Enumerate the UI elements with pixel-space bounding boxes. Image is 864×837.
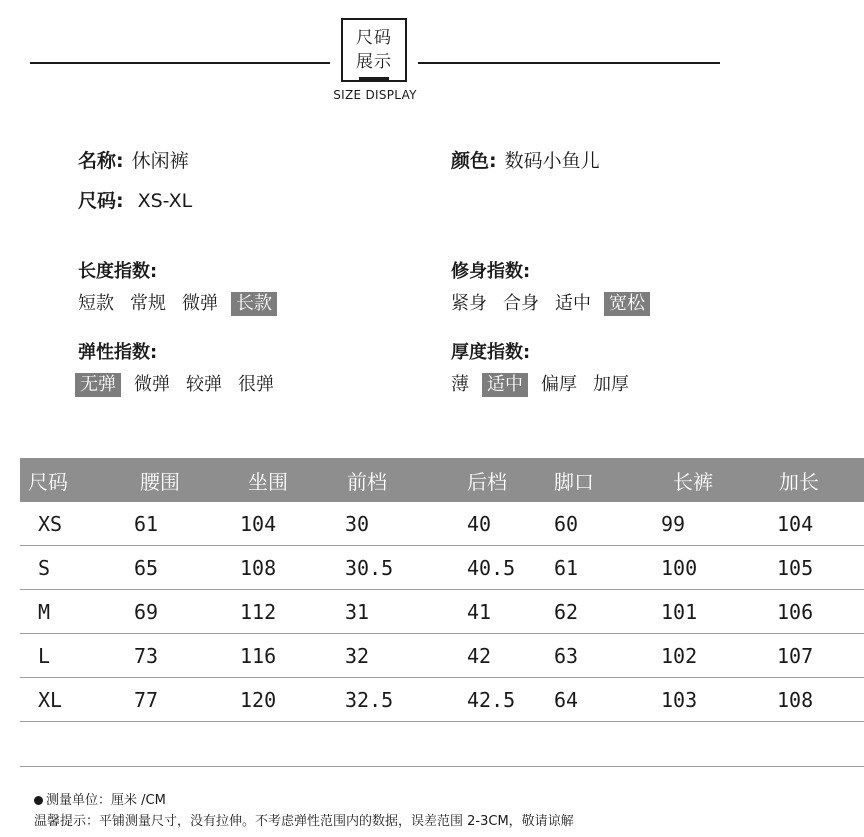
length-option-selected: 长款 [231,292,277,316]
tip-note: 温馨提示：平铺测量尺寸，没有拉伸。不考虑弹性范围内的数据，误差范围 2-3CM，敬请谅解 [34,814,574,829]
measure-cell: 99 [649,502,763,546]
thickness-option: 薄 [451,374,469,395]
header-cell: 前档 [333,458,447,502]
measurement-unit-text: 测量单位：厘米 /CM [46,793,166,808]
measure-cell: 103 [649,678,763,722]
measure-cell: 100 [649,546,763,590]
header-divider-right [418,62,720,64]
elastic-index-title: 弹性指数: [78,342,158,363]
measure-cell: 30 [333,502,447,546]
measure-cell: 32 [333,634,447,678]
section-subtitle: SIZE DISPLAY [333,88,417,102]
elastic-index-options [75,373,287,397]
product-name-label: 名称: [78,150,124,172]
measure-cell: 42 [447,634,542,678]
measure-cell: 106 [763,590,864,634]
section-title-line2: 展示 [356,52,392,72]
measure-cell: 62 [542,590,649,634]
measure-cell: 61 [542,546,649,590]
thickness-option: 加厚 [593,374,629,395]
bullet-dot-icon [34,796,43,805]
product-size [78,186,192,213]
measure-cell: 65 [118,546,230,590]
size-table-header [20,458,864,502]
measure-cell: 40.5 [447,546,542,590]
measure-cell: 108 [763,678,864,722]
size-cell: XS [20,502,118,546]
measure-cell: 120 [230,678,333,722]
measure-cell: 104 [763,502,864,546]
section-title-line1: 尺码 [356,28,392,48]
measure-cell: 63 [542,634,649,678]
header-cell: 尺码 [20,458,118,502]
header-divider-left [30,62,330,64]
empty-cell [20,722,864,767]
measure-cell: 116 [230,634,333,678]
length-option: 微弹 [182,293,218,314]
elastic-option: 较弹 [186,374,222,395]
header-cell: 后档 [447,458,542,502]
size-cell: M [20,590,118,634]
fit-option: 适中 [555,293,591,314]
fit-option: 紧身 [451,293,487,314]
measure-cell: 77 [118,678,230,722]
table-row [20,634,864,678]
length-option: 短款 [78,293,114,314]
product-name [78,146,189,173]
measure-cell: 102 [649,634,763,678]
elastic-option-selected: 无弹 [75,373,121,397]
measure-cell: 42.5 [447,678,542,722]
product-name-value: 休闲裤 [131,150,189,172]
header-cell: 脚口 [542,458,649,502]
measure-cell: 64 [542,678,649,722]
measure-cell: 30.5 [333,546,447,590]
measure-cell: 61 [118,502,230,546]
table-row [20,678,864,722]
thickness-index-title: 厚度指数: [451,342,531,363]
header-cell: 加长 [763,458,864,502]
fit-option: 合身 [503,293,539,314]
thickness-option-selected: 适中 [482,373,528,397]
header-cell: 长裤 [649,458,763,502]
product-color-value: 数码小鱼儿 [504,150,600,172]
section-title-box [341,18,407,82]
product-color [451,146,600,173]
elastic-option: 很弹 [238,374,274,395]
table-row [20,590,864,634]
fit-option-selected: 宽松 [604,292,650,316]
measure-cell: 101 [649,590,763,634]
measure-cell: 41 [447,590,542,634]
product-size-value: XS-XL [137,190,193,212]
measure-cell: 112 [230,590,333,634]
product-size-label: 尺码: [78,190,124,212]
size-cell: XL [20,678,118,722]
table-row [20,502,864,546]
measure-cell: 40 [447,502,542,546]
header-cell: 腰围 [118,458,230,502]
length-index-options [75,292,287,316]
length-option: 常规 [130,293,166,314]
header-cell: 坐围 [230,458,333,502]
elastic-option: 微弹 [134,374,170,395]
measure-cell: 31 [333,590,447,634]
fit-index-options [448,292,660,316]
table-row [20,546,864,590]
measurement-unit-note [34,789,166,808]
measure-cell: 32.5 [333,678,447,722]
thickness-option: 偏厚 [541,374,577,395]
measure-cell: 107 [763,634,864,678]
title-box-accent-bar [359,77,389,81]
size-cell: S [20,546,118,590]
thickness-index-options [448,373,642,397]
fit-index-title: 修身指数: [451,261,531,282]
table-empty-row [20,722,864,767]
measure-cell: 73 [118,634,230,678]
measure-cell: 104 [230,502,333,546]
length-index-title: 长度指数: [78,261,158,282]
measure-cell: 60 [542,502,649,546]
size-cell: L [20,634,118,678]
size-table [20,458,864,767]
measure-cell: 69 [118,590,230,634]
measure-cell: 105 [763,546,864,590]
product-color-label: 颜色: [451,150,497,172]
measure-cell: 108 [230,546,333,590]
